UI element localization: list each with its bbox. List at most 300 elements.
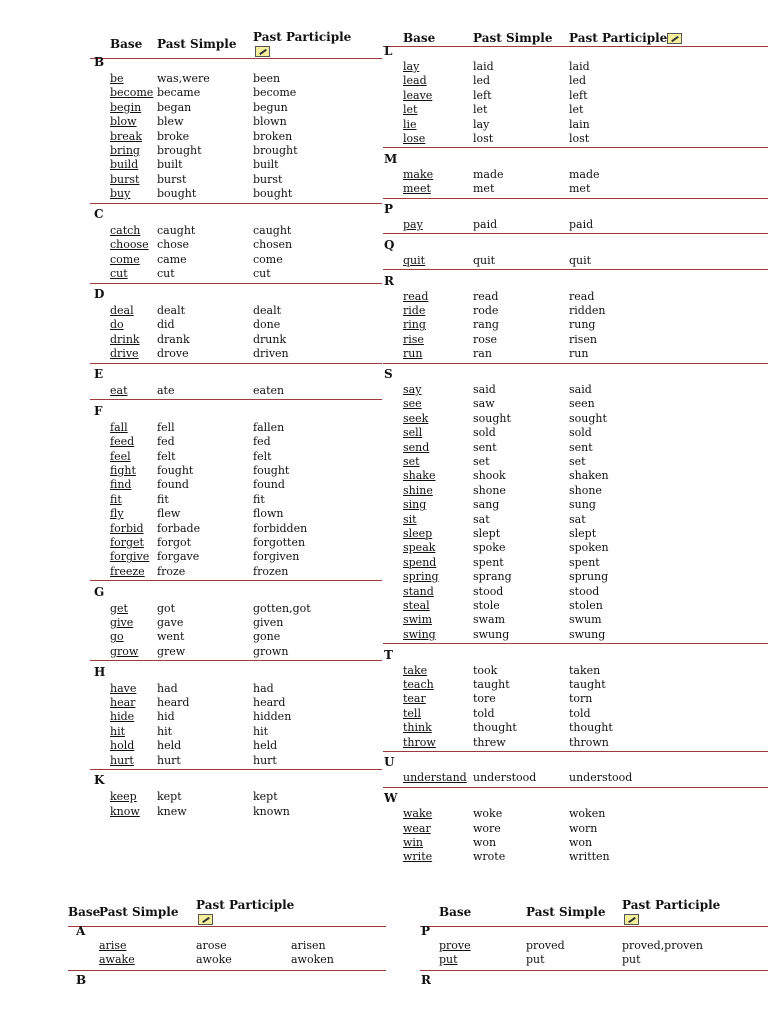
verb-base-link[interactable]: fly — [110, 507, 124, 521]
verb-past-simple: built — [157, 158, 183, 172]
verb-past-participle: become — [253, 86, 297, 100]
verb-base-link[interactable]: drive — [110, 347, 139, 361]
verb-past-participle: driven — [253, 347, 289, 361]
verb-past-participle: sought — [569, 411, 607, 425]
verb-past-participle: met — [569, 182, 591, 196]
edit-icon[interactable] — [667, 33, 682, 44]
verb-base-link[interactable]: read — [403, 289, 429, 303]
verb-past-participle: built — [253, 158, 279, 172]
section-letter: S — [384, 367, 393, 381]
verb-past-participle: spoken — [569, 541, 609, 555]
verb-past-participle: sung — [569, 498, 596, 512]
section-divider — [383, 233, 768, 234]
verb-base-link[interactable]: understand — [403, 771, 467, 785]
section-letter: U — [384, 755, 395, 770]
verb-base-link[interactable]: lay — [403, 60, 420, 73]
verb-base-link[interactable]: have — [110, 681, 137, 695]
verb-base-link[interactable]: deal — [110, 304, 134, 317]
verb-past-participle: flown — [253, 507, 284, 521]
verb-past-participle: told — [569, 706, 591, 720]
verb-past-participle: quit — [569, 253, 592, 267]
verb-past-simple: sang — [473, 498, 500, 512]
section-letter: B — [94, 55, 105, 69]
verb-past-participle: fought — [253, 464, 290, 477]
verb-past-participle: fed — [253, 435, 271, 449]
verb-past-simple: gave — [157, 616, 184, 629]
verb-past-participle: shaken — [569, 469, 609, 483]
verb-past-simple: arose — [196, 939, 227, 952]
verb-past-participle: dealt — [253, 304, 282, 317]
verb-past-participle: sprung — [569, 570, 609, 584]
verb-past-simple: forgave — [157, 550, 200, 564]
verb-past-participle: found — [253, 478, 285, 492]
verb-past-simple: was,were — [157, 72, 210, 85]
verb-past-participle: written — [569, 850, 610, 864]
section-divider — [68, 970, 386, 971]
verb-base-link[interactable]: see — [403, 397, 422, 411]
verb-past-simple: hurt — [157, 753, 181, 767]
verb-past-simple: drove — [157, 347, 189, 361]
verb-base-link[interactable]: set — [403, 455, 420, 468]
verb-base-link[interactable]: run — [403, 347, 423, 361]
verb-base-link[interactable]: pay — [403, 218, 423, 231]
verb-past-simple: won — [473, 836, 497, 849]
verb-base-link[interactable]: do — [110, 318, 124, 332]
verb-past-simple: swung — [473, 627, 510, 641]
verb-base-link[interactable]: keep — [110, 790, 137, 804]
bottom-header-past-simple-left: Past Simple — [99, 905, 179, 919]
verb-past-participle: lost — [569, 132, 590, 145]
verb-past-simple: left — [473, 88, 492, 102]
verb-past-simple: let — [473, 103, 488, 117]
verb-past-participle: made — [569, 167, 600, 181]
verb-past-participle: had — [253, 681, 274, 695]
header-past-participle-right — [569, 31, 682, 45]
verb-past-participle: hit — [253, 724, 269, 738]
section-divider — [383, 147, 768, 148]
verb-past-simple: fought — [157, 464, 194, 477]
verb-base-link[interactable]: burst — [110, 172, 140, 186]
verb-base-link[interactable]: sleep — [403, 527, 433, 540]
verb-past-participle: thought — [569, 721, 613, 735]
section-divider — [90, 580, 382, 581]
section-letter: A — [76, 924, 86, 938]
verb-past-simple: felt — [157, 449, 176, 463]
verb-past-participle: taught — [569, 678, 606, 691]
verb-past-participle: frozen — [253, 564, 289, 578]
verb-base-link[interactable]: choose — [110, 238, 149, 252]
verb-past-simple: dealt — [157, 304, 186, 317]
verb-past-simple: blew — [157, 115, 184, 129]
section-letter: D — [94, 287, 105, 301]
header-base-right: Base — [403, 31, 436, 45]
verb-past-simple: rode — [473, 304, 499, 317]
verb-past-simple: put — [526, 953, 545, 967]
section-divider — [90, 283, 382, 284]
verb-past-simple: forbade — [157, 521, 201, 535]
verb-past-participle: slept — [569, 527, 597, 540]
verb-base-link[interactable]: feel — [110, 449, 131, 463]
verb-past-simple: burst — [157, 172, 187, 186]
verb-base-link[interactable]: meet — [403, 182, 431, 196]
section-letter: E — [94, 367, 104, 381]
bottom-header-rule-left — [68, 926, 386, 927]
verb-past-participle: eaten — [253, 384, 285, 397]
verb-past-participle: stolen — [569, 599, 603, 612]
verb-past-participle: ridden — [569, 304, 606, 317]
verb-past-participle: set — [569, 455, 586, 468]
verb-base-link[interactable]: awake — [99, 953, 135, 967]
verb-base-link[interactable]: build — [110, 158, 139, 172]
verb-past-participle: hurt — [253, 753, 277, 767]
verb-base-link[interactable]: say — [403, 383, 422, 396]
verb-base-link[interactable]: give — [110, 616, 134, 629]
verb-base-link[interactable]: let — [403, 103, 418, 117]
verb-base-link[interactable]: think — [403, 721, 432, 735]
section-letter: M — [384, 151, 398, 166]
verb-past-participle: stood — [569, 584, 600, 598]
verb-past-participle: been — [253, 72, 281, 85]
verb-past-simple: swam — [473, 613, 506, 627]
verb-base-link[interactable]: sit — [403, 512, 417, 526]
verb-past-participle: won — [569, 836, 593, 849]
verb-base-link[interactable]: sell — [403, 426, 423, 440]
verb-past-simple: flew — [157, 507, 181, 521]
verb-past-participle: worn — [569, 821, 598, 835]
section-letter: F — [94, 403, 103, 418]
verb-base-link[interactable]: wear — [403, 821, 431, 835]
header-past-participle-label: Past Participle — [253, 30, 352, 44]
verb-past-simple: read — [473, 289, 499, 303]
verb-past-participle: woken — [569, 807, 606, 821]
verb-base-link[interactable]: forgive — [110, 550, 150, 564]
verb-base-link[interactable]: hurt — [110, 753, 134, 767]
verb-past-simple: held — [157, 739, 182, 753]
verb-past-participle: drunk — [253, 332, 287, 346]
section-letter: C — [94, 207, 104, 221]
header-past-simple-right: Past Simple — [473, 31, 553, 45]
verb-base-link[interactable]: swim — [403, 613, 433, 627]
verb-past-simple: made — [473, 167, 504, 181]
verb-base-link[interactable]: forbid — [110, 521, 144, 535]
verb-past-participle: broken — [253, 129, 293, 143]
verb-base-link[interactable]: wake — [403, 807, 433, 821]
verb-past-simple: fit — [157, 492, 169, 506]
verb-past-simple: did — [157, 318, 175, 332]
verb-past-participle: fit — [253, 492, 265, 506]
verb-past-simple: forgot — [157, 536, 192, 549]
verb-past-simple: said — [473, 383, 496, 396]
verb-base-link[interactable]: hold — [110, 739, 135, 753]
verb-past-participle: lain — [569, 117, 590, 131]
verb-base-link[interactable]: lead — [403, 74, 427, 88]
verb-past-simple: sought — [473, 411, 511, 425]
verb-base-link[interactable]: cut — [110, 267, 128, 281]
verb-past-participle: heard — [253, 696, 286, 709]
verb-base-link[interactable]: feed — [110, 435, 135, 449]
verb-base-link[interactable]: hear — [110, 696, 136, 709]
bottom-header-base-right: Base — [439, 905, 472, 919]
verb-past-participle: held — [253, 739, 278, 753]
verb-past-simple: broke — [157, 129, 190, 143]
verb-base-link[interactable]: forget — [110, 536, 144, 549]
verb-past-participle: sold — [569, 426, 592, 440]
section-divider — [383, 269, 768, 270]
verb-past-participle: arisen — [291, 939, 326, 952]
verb-base-link[interactable]: send — [403, 440, 430, 454]
verb-base-link[interactable]: shine — [403, 483, 433, 497]
verb-past-simple: spent — [473, 555, 504, 569]
verb-past-simple: grew — [157, 644, 186, 658]
bottom-header-past-simple-right: Past Simple — [526, 905, 606, 919]
verb-base-link[interactable]: hide — [110, 710, 135, 724]
verb-past-simple: ran — [473, 347, 492, 361]
edit-icon[interactable] — [624, 914, 639, 925]
verb-past-simple: wore — [473, 821, 501, 835]
verb-base-link[interactable]: fall — [110, 420, 128, 434]
verb-past-simple: stood — [473, 584, 504, 598]
verb-base-link[interactable]: fit — [110, 492, 122, 506]
verb-past-simple: told — [473, 706, 495, 720]
verb-past-simple: saw — [473, 397, 495, 411]
verb-base-link[interactable]: throw — [403, 735, 436, 749]
verb-base-link[interactable]: find — [110, 478, 132, 492]
verb-past-participle: hidden — [253, 710, 292, 724]
verb-past-simple: slept — [473, 527, 501, 540]
verb-past-simple: rose — [473, 332, 498, 346]
verb-base-link[interactable]: come — [110, 252, 140, 266]
header-past-simple-left: Past Simple — [157, 37, 237, 51]
verb-past-participle: rung — [569, 318, 596, 332]
verb-past-simple: tore — [473, 692, 496, 706]
verb-base-link[interactable]: seek — [403, 411, 429, 425]
verb-base-link[interactable]: be — [110, 72, 124, 85]
verb-base-link[interactable]: speak — [403, 541, 436, 555]
section-divider — [90, 769, 382, 770]
verb-past-simple: froze — [157, 564, 186, 578]
header-past-participle-label: Past Participle — [196, 898, 295, 912]
verb-past-simple: quit — [473, 253, 496, 267]
edit-icon[interactable] — [255, 46, 270, 57]
verb-base-link[interactable]: hit — [110, 724, 126, 738]
section-letter: K — [94, 773, 105, 788]
verb-past-simple: became — [157, 86, 201, 100]
verb-past-participle: sat — [569, 512, 586, 526]
verb-base-link[interactable]: make — [403, 167, 434, 181]
verb-base-link[interactable]: know — [110, 804, 140, 818]
verb-past-participle: chosen — [253, 238, 293, 252]
verb-base-link[interactable]: fight — [110, 464, 136, 477]
verb-base-link[interactable]: leave — [403, 88, 433, 102]
section-divider — [420, 970, 768, 971]
verb-base-link[interactable]: catch — [110, 224, 141, 237]
verb-past-simple: heard — [157, 696, 190, 709]
verb-past-simple: ate — [157, 384, 175, 397]
section-letter: T — [384, 647, 393, 662]
verb-past-participle: forgiven — [253, 550, 300, 564]
verb-past-participle: paid — [569, 218, 594, 231]
verb-past-simple: got — [157, 601, 176, 615]
section-letter: B — [76, 973, 87, 988]
verb-past-simple: proved — [526, 939, 565, 952]
verb-base-link[interactable]: begin — [110, 100, 142, 114]
verb-past-participle: risen — [569, 332, 598, 346]
verb-past-participle: cut — [253, 267, 271, 281]
verb-base-link[interactable]: buy — [110, 187, 131, 201]
verb-base-link[interactable]: blow — [110, 115, 137, 129]
verb-past-participle: shone — [569, 483, 602, 497]
section-divider — [383, 751, 768, 752]
verb-base-link[interactable]: ride — [403, 304, 426, 317]
verb-past-participle: known — [253, 804, 290, 818]
verb-base-link[interactable]: shake — [403, 469, 436, 483]
section-letter: H — [94, 664, 106, 679]
header-rule-left — [90, 58, 382, 59]
verb-past-simple: spoke — [473, 541, 506, 555]
verb-past-simple: shone — [473, 483, 506, 497]
verb-past-simple: caught — [157, 224, 196, 237]
verb-base-link[interactable]: arise — [99, 939, 127, 952]
section-divider — [383, 198, 768, 199]
verb-past-participle: torn — [569, 692, 593, 706]
header-past-participle-label: Past Participle — [569, 31, 668, 45]
verb-past-participle: spent — [569, 555, 600, 569]
verb-base-link[interactable]: quit — [403, 253, 426, 267]
verb-past-participle: laid — [569, 60, 590, 73]
section-letter: R — [421, 973, 431, 988]
verb-past-participle: come — [253, 252, 283, 266]
verb-past-participle: fallen — [253, 420, 285, 434]
verb-base-link[interactable]: swing — [403, 627, 436, 641]
verb-past-simple: understood — [473, 771, 537, 785]
bottom-header-rule-right — [420, 926, 768, 927]
verb-past-participle: grown — [253, 644, 289, 658]
verb-base-link[interactable]: spring — [403, 570, 439, 584]
header-base-left: Base — [110, 37, 143, 51]
verb-base-link[interactable]: break — [110, 129, 143, 143]
verb-past-simple: sprang — [473, 570, 512, 584]
section-letter: W — [384, 791, 398, 806]
verb-past-simple: woke — [473, 807, 503, 821]
verb-past-participle: awoken — [291, 953, 334, 967]
verb-base-link[interactable]: tell — [403, 706, 421, 720]
verb-base-link[interactable]: tear — [403, 692, 426, 706]
verb-base-link[interactable]: rise — [403, 332, 424, 346]
verb-past-participle: forbidden — [253, 521, 308, 535]
verb-past-participle: taken — [569, 663, 601, 677]
verb-past-participle: kept — [253, 790, 278, 804]
verb-past-participle: put — [622, 953, 641, 967]
section-divider — [90, 660, 382, 661]
verb-past-participle: swum — [569, 613, 602, 627]
verb-past-participle: left — [569, 88, 588, 102]
bottom-header-past-participle-left — [196, 898, 294, 926]
verb-base-link[interactable]: steal — [403, 599, 430, 612]
verb-base-link[interactable]: spend — [403, 555, 437, 569]
section-divider — [90, 363, 382, 364]
section-letter: Q — [384, 237, 395, 252]
verb-past-simple: thought — [473, 721, 517, 735]
verb-past-participle: given — [253, 616, 284, 629]
verb-base-link[interactable]: go — [110, 630, 124, 644]
verb-base-link[interactable]: stand — [403, 584, 434, 598]
verb-past-simple: began — [157, 100, 192, 114]
verb-past-simple: lay — [473, 117, 490, 131]
verb-past-participle: understood — [569, 771, 633, 785]
verb-base-link[interactable]: prove — [439, 939, 471, 952]
verb-past-simple: came — [157, 252, 187, 266]
verb-base-link[interactable]: get — [110, 601, 128, 615]
verb-past-simple: stole — [473, 599, 500, 612]
verb-past-participle: felt — [253, 449, 272, 463]
section-letter: G — [94, 584, 105, 599]
verb-past-simple: rang — [473, 318, 499, 332]
verb-base-link[interactable]: freeze — [110, 564, 145, 578]
verb-past-participle: thrown — [569, 735, 609, 749]
verb-past-simple: drank — [157, 332, 190, 346]
verb-base-link[interactable]: eat — [110, 384, 128, 397]
verb-past-participle: read — [569, 289, 595, 303]
verb-past-participle: gotten,got — [253, 601, 311, 615]
verb-past-simple: awoke — [196, 953, 232, 967]
verb-past-simple: shook — [473, 469, 506, 483]
header-past-participle-label: Past Participle — [622, 898, 721, 912]
verb-base-link[interactable]: put — [439, 953, 458, 967]
section-divider — [383, 787, 768, 788]
verb-base-link[interactable]: grow — [110, 644, 139, 658]
verb-base-link[interactable]: drink — [110, 332, 140, 346]
verb-past-participle: done — [253, 318, 281, 332]
verb-past-simple: fed — [157, 435, 175, 449]
verb-base-link[interactable]: lie — [403, 117, 417, 131]
verb-base-link[interactable]: ring — [403, 318, 426, 332]
section-divider — [383, 643, 768, 644]
edit-icon[interactable] — [198, 914, 213, 925]
verb-past-simple: found — [157, 478, 189, 492]
verb-past-simple: went — [157, 630, 185, 644]
verb-base-link[interactable]: lose — [403, 132, 426, 145]
verb-past-participle: seen — [569, 397, 595, 411]
verb-past-simple: brought — [157, 144, 202, 157]
section-letter: P — [384, 202, 394, 216]
bottom-header-past-participle-right — [622, 898, 720, 926]
verb-past-simple: lost — [473, 132, 494, 145]
verb-past-participle: blown — [253, 115, 287, 129]
header-past-participle-left — [253, 30, 351, 58]
verb-base-link[interactable]: bring — [110, 144, 140, 157]
verb-past-participle: sent — [569, 440, 593, 454]
verb-base-link[interactable]: win — [403, 836, 424, 849]
verb-base-link[interactable]: teach — [403, 678, 434, 691]
verb-base-link[interactable]: become — [110, 86, 154, 100]
verb-past-simple: hid — [157, 710, 175, 724]
verb-past-participle: run — [569, 347, 589, 361]
verb-base-link[interactable]: take — [403, 663, 428, 677]
verb-past-simple: sent — [473, 440, 497, 454]
header-rule-right — [383, 46, 768, 47]
section-letter: R — [384, 273, 394, 288]
section-letter: P — [421, 924, 431, 938]
verb-past-simple: kept — [157, 790, 182, 804]
verb-base-link[interactable]: sing — [403, 498, 427, 512]
section-letter: L — [384, 44, 393, 58]
verb-past-simple: bought — [157, 187, 197, 201]
verb-past-participle: led — [569, 74, 587, 88]
verb-past-simple: laid — [473, 60, 494, 73]
verb-past-simple: set — [473, 455, 490, 468]
verb-past-participle: caught — [253, 224, 292, 237]
verb-base-link[interactable]: write — [403, 850, 433, 864]
